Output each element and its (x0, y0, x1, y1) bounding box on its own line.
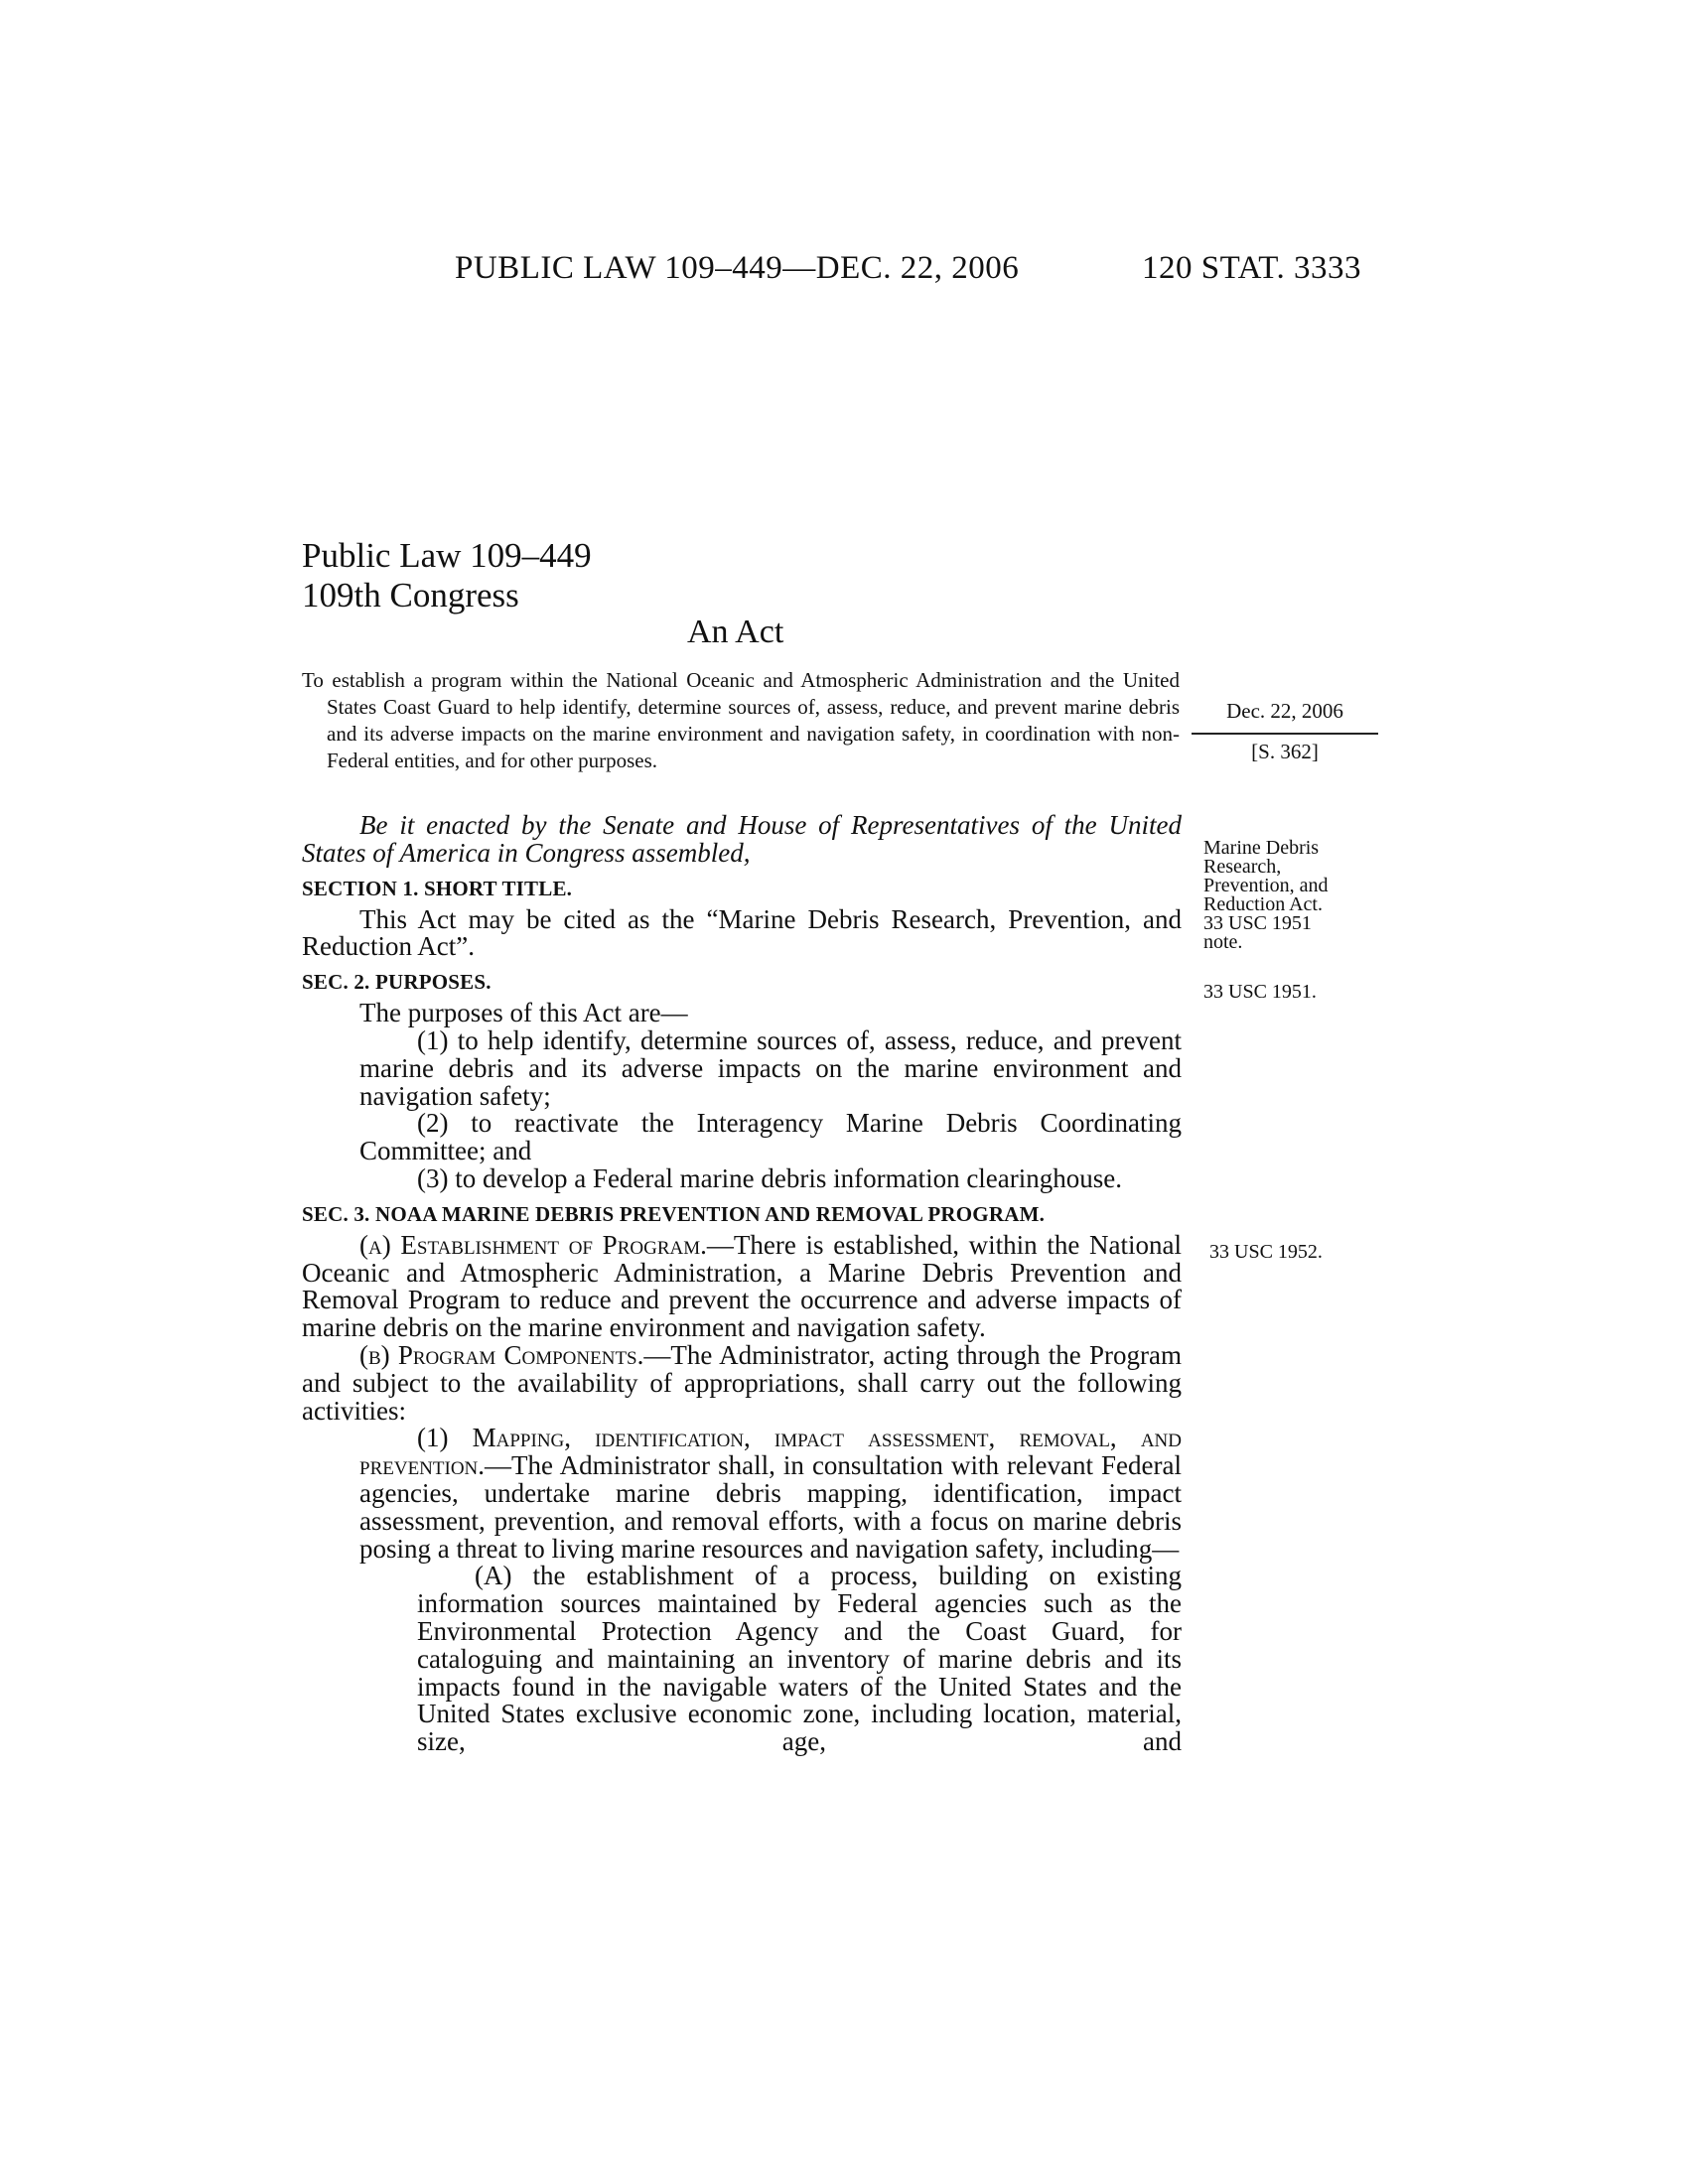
bill-number: [S. 362] (1251, 740, 1319, 763)
section-3b-paragraph (302, 1339, 1182, 1426)
section-3b-heading: (b) Program Components. (359, 1339, 644, 1370)
short-title-margin-note: Marine Debris Research, Prevention, and Reduction Act. 33 USC 1951 note. (1203, 837, 1329, 953)
section-2-intro: The purposes of this Act are— (359, 998, 688, 1028)
purpose-item-2: (2) to reactivate the Interagency Marine Debris Coordinating Committee; and (359, 1108, 1182, 1166)
stat-reference: 120 STAT. 3333 (1142, 250, 1362, 286)
section-3b1-paragraph (302, 1425, 1182, 1563)
act-heading: An Act (687, 614, 784, 650)
section-1-heading: SECTION 1. SHORT TITLE. (302, 876, 573, 900)
section-3b1A-paragraph: (A) the establishment of a process, building on existing information sources maintained by Federal agencies such as the Environmental Protection Agency and the Coast Guard, for cataloguing and maintaining an inventory of marine debris and its impacts found in the navigable waters of the United States and the United States exclusive economic zone, including location, material, size, age, and (417, 1561, 1182, 1757)
enacting-clause: Be it enacted by the Senate and House of Representatives of the United States of America in Congress assembled, (302, 810, 1182, 868)
section-3a-paragraph (302, 1229, 1183, 1343)
section-2-margin-note: 33 USC 1951. (1203, 981, 1317, 1003)
section-2-heading: SEC. 2. PURPOSES. (302, 970, 492, 995)
enactment-date: Dec. 22, 2006 (1226, 699, 1343, 723)
section-3a-heading: (a) Establishment of Program. (359, 1229, 707, 1260)
section-3-heading: SEC. 3. NOAA MARINE DEBRIS PREVENTION AND REMOVAL PROGRAM. (302, 1201, 1046, 1226)
section-3a-text: —There is established, within the National Oceanic and Atmospheric Administration, a Marine Debris Prevention and Removal Program to reduce and prevent the occurrence and adverse impacts of marine debris on the marine environment and navigation safety. (302, 1229, 1183, 1343)
purpose-text: To establish a program within the National Oceanic and Atmospheric Administration and the United States Coast Guard to help identify, determine sources of, assess, reduce, and prevent marine debris and its adverse impacts on the marine environment and navigation safety, in coordination with non-Federal entities, and for other purposes. (302, 668, 1180, 772)
act-body (302, 812, 1182, 1756)
public-law-number: Public Law 109–449 (302, 536, 592, 575)
purpose-item-3: (3) to develop a Federal marine debris information clearinghouse. (417, 1162, 1123, 1193)
section-1-text: This Act may be cited as the “Marine Debris Research, Prevention, and Reduction Act”. (302, 903, 1182, 962)
section-3b1-text: —The Administrator shall, in consultation with relevant Federal agencies, undertake marine debris mapping, identification, impact assessment, prevention, and removal efforts, with a focus on marine debris posing a threat to living marine resources and navigation safety, including— (359, 1450, 1182, 1564)
date-divider (1192, 733, 1378, 735)
section-3b1-heading: (1) Mapping, identification, impact assessment, removal, and prevention. (359, 1423, 1182, 1481)
congress-number: 109th Congress (302, 576, 519, 614)
running-title: PUBLIC LAW 109–449—DEC. 22, 2006 (455, 250, 1020, 286)
section-3b-text: —The Administrator, acting through the Program and subject to the availability of appropriations, shall carry out the following activities: (302, 1339, 1182, 1426)
purpose-item-1: (1) to help identify, determine sources of, assess, reduce, and prevent marine debris and its adverse impacts on the marine environment and navigation safety; (359, 1024, 1182, 1111)
purpose-statement (302, 667, 1180, 774)
section-3-margin-note: 33 USC 1952. (1209, 1241, 1323, 1263)
